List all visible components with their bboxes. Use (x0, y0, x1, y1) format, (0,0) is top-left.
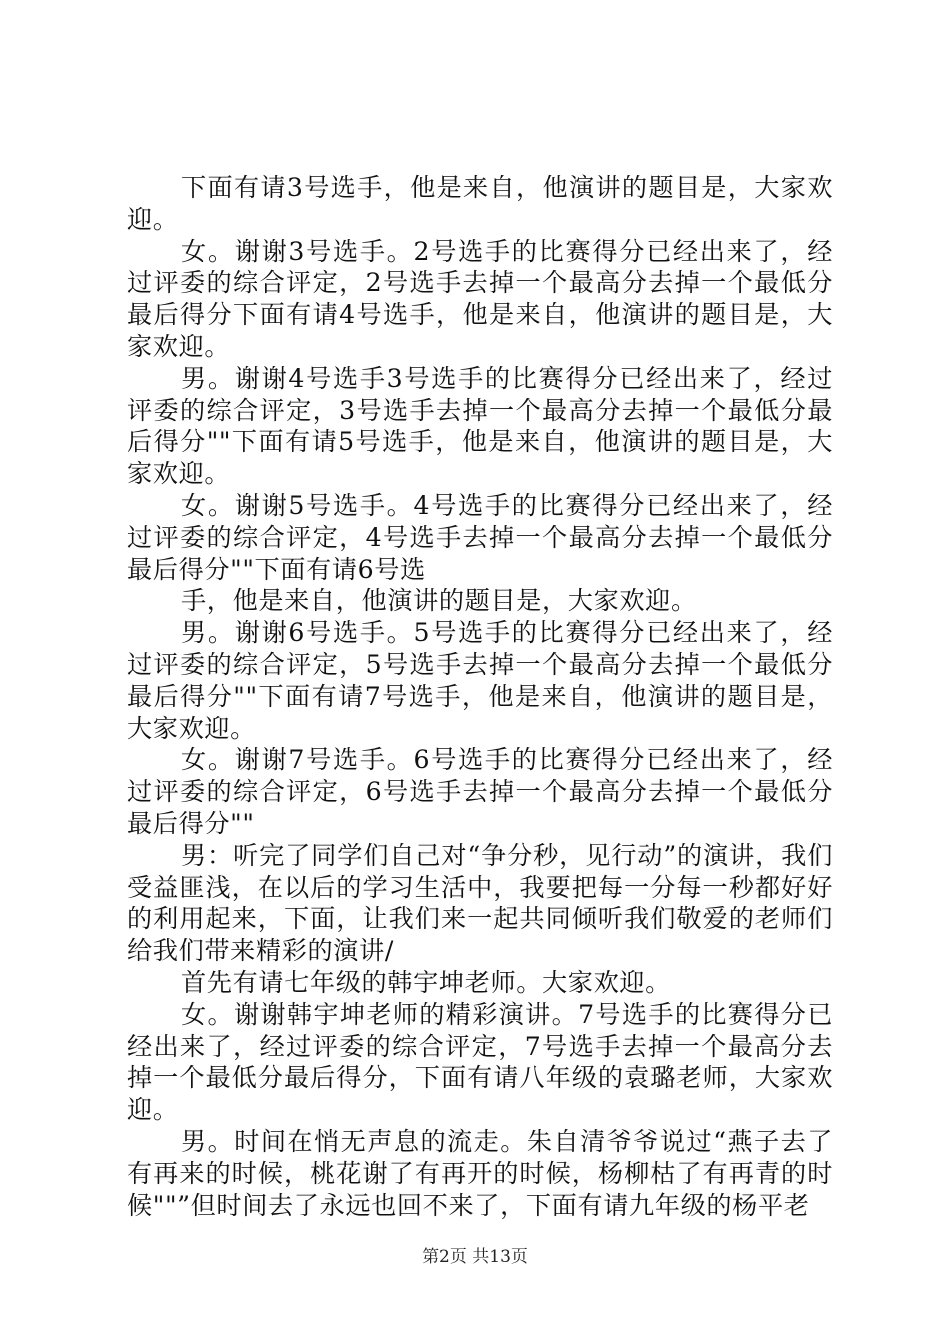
paragraph-11: 男。时间在悄无声息的流走。朱自清爷爷说过“燕子去了有再来的时候，桃花谢了有再开的时候，杨柳枯了有再青的时候""”但时间去了永远也回不来了，下面有请九年级的杨平老 (127, 1126, 833, 1220)
paragraph-8: 男：听完了同学们自己对“争分秒，见行动”的演讲，我们受益匪浅，在以后的学习生活中，我要把每一分每一秒都好好的利用起来，下面，让我们来一起共同倾听我们敬爱的老师们给我们带来精彩的演讲/ (127, 840, 833, 966)
paragraph-6: 男。谢谢6号选手。5号选手的比赛得分已经出来了，经过评委的综合评定，5号选手去掉一个最高分去掉一个最低分最后得分""下面有请7号选手，他是来自，他演讲的题目是，大家欢迎。 (127, 618, 833, 743)
paragraph-10: 女。谢谢韩宇坤老师的精彩演讲。7号选手的比赛得分已经出来了，经过评委的综合评定，7号选手去掉一个最高分去掉一个最低分最后得分，下面有请八年级的袁璐老师，大家欢迎。 (127, 999, 833, 1125)
paragraph-9: 首先有请七年级的韩宇坤老师。大家欢迎。 (181, 967, 671, 997)
paragraph-7: 女。谢谢7号选手。6号选手的比赛得分已经出来了，经过评委的综合评定，6号选手去掉一个最高分去掉一个最低分最后得分"" (127, 745, 833, 838)
paragraph-5: 手，他是来自，他演讲的题目是，大家欢迎。 (181, 586, 697, 616)
document-body (127, 172, 833, 1221)
page-number-footer: 第2页 共13页 (422, 1247, 528, 1267)
paragraph-2: 女。谢谢3号选手。2号选手的比赛得分已经出来了，经过评委的综合评定，2号选手去掉一个最高分去掉一个最低分最后得分下面有请4号选手，他是来自，他演讲的题目是，大家欢迎。 (127, 236, 833, 361)
paragraph-1: 下面有请3号选手，他是来自，他演讲的题目是，大家欢迎。 (127, 173, 833, 234)
paragraph-4: 女。谢谢5号选手。4号选手的比赛得分已经出来了，经过评委的综合评定，4号选手去掉一个最高分去掉一个最低分最后得分""下面有请6号选 (127, 490, 833, 584)
paragraph-3: 男。谢谢4号选手3号选手的比赛得分已经出来了，经过评委的综合评定，3号选手去掉一个最高分去掉一个最低分最后得分""下面有请5号选手，他是来自，他演讲的题目是，大家欢迎。 (127, 363, 833, 489)
